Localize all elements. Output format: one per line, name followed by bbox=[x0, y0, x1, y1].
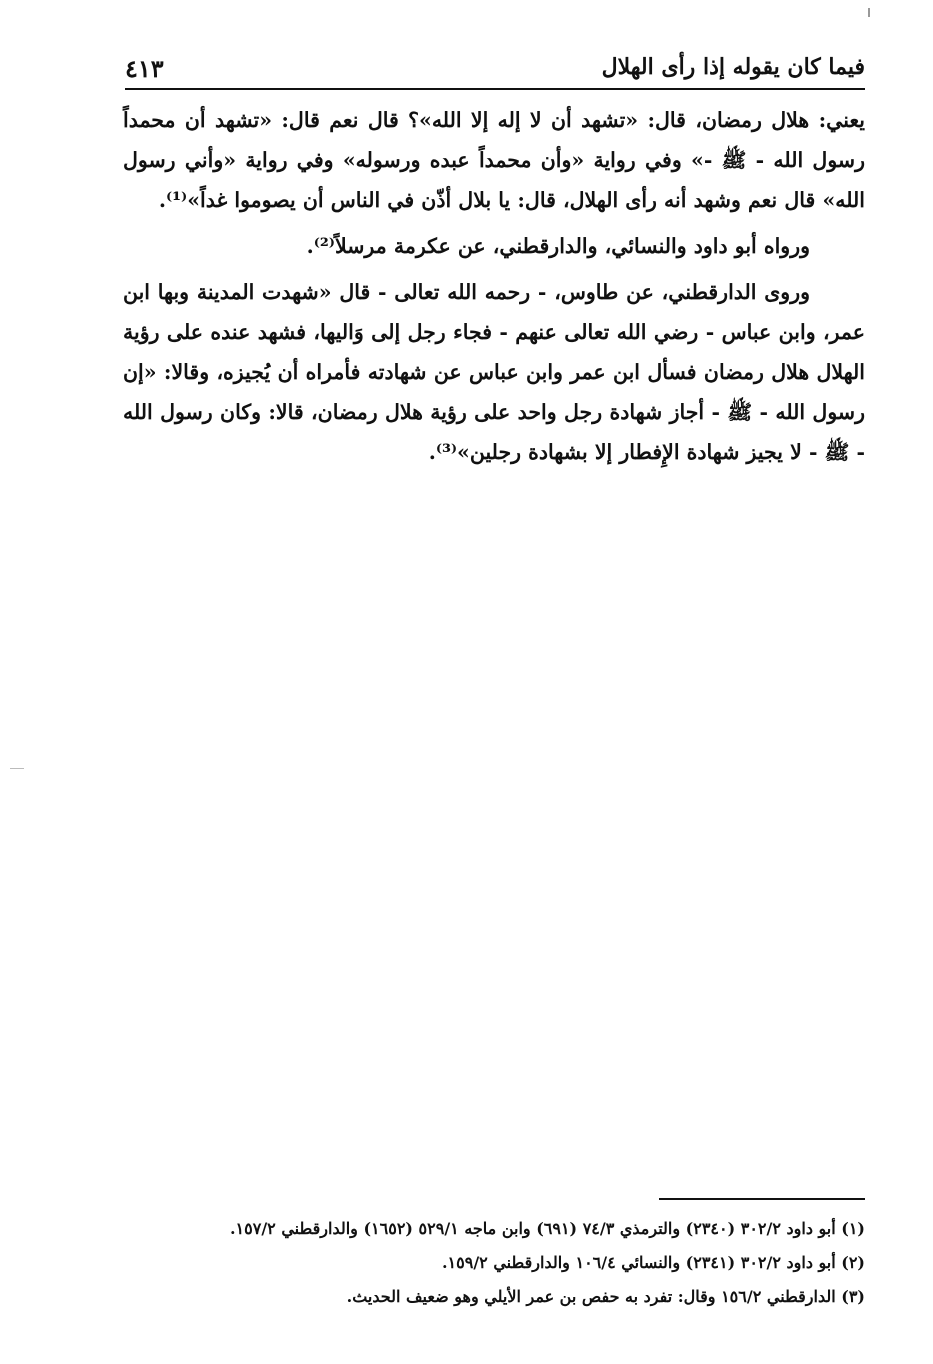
footnote-3: (٣) الدارقطني ١٥٦/٢ وقال: تفرد به حفص بن عمر الأيلي وهو ضعيف الحديث. bbox=[346, 1287, 865, 1306]
footnote-2: (٢) أبو داود ٣٠٢/٢ (٢٣٤١) والنسائي ١٠٦/٤ والدارقطني ١٥٩/٢. bbox=[441, 1253, 865, 1272]
running-header bbox=[125, 50, 865, 88]
footnote-divider bbox=[659, 1198, 865, 1200]
scan-speck bbox=[10, 768, 24, 769]
paragraph-2: ورواه أبو داود والنسائي، والدارقطني، عن عكرمة مرسلاً⁽²⁾. bbox=[306, 234, 810, 258]
page-number: ٤١٣ bbox=[125, 54, 164, 83]
paragraph-3: وروى الدارقطني، عن طاوس، - رحمه الله تعالى - قال «شهدت المدينة وبها ابن عمر، وابن عباس - رضي الله تعالى عنهم - فجاء رجل إلى وَاليها، فشهد عنده على رؤية الهلال هلال رمضان فسأل ابن عمر وابن عباس عن شهادته فأمراه أن يُجيزه، وقالا: «إن رسول الله - ﷺ - أجاز شهادة رجل واحد على رؤية هلال رمضان، قالا: وكان رسول الله - ﷺ - لا يجيز شهادة الإِفطار إلا بشهادة رجلين»⁽³⁾. bbox=[123, 280, 865, 464]
chapter-title: فيما كان يقوله إذا رأى الهلال bbox=[601, 54, 865, 80]
paragraph-1: يعني: هلال رمضان، قال: «تشهد أن لا إله إلا الله»؟ قال نعم قال: «تشهد أن محمداً رسول الله - ﷺ -» وفي رواية «وأن محمداً عبده ورسوله» وفي رواية «وأني رسول الله» قال نعم وشهد أنه رأى الهلال، قال: يا بلال أذّن في الناس أن يصوموا غداً»⁽¹⁾. bbox=[123, 108, 865, 212]
footnotes bbox=[150, 1212, 865, 1314]
header-divider bbox=[125, 88, 865, 90]
main-text bbox=[123, 100, 865, 478]
scan-speck bbox=[868, 8, 870, 17]
footnote-1: (١) أبو داود ٣٠٢/٢ (٢٣٤٠) والترمذي ٧٤/٣ (٦٩١) وابن ماجه ٥٢٩/١ (١٦٥٢) والدارقطني ١٥٧/٢. bbox=[229, 1219, 865, 1238]
